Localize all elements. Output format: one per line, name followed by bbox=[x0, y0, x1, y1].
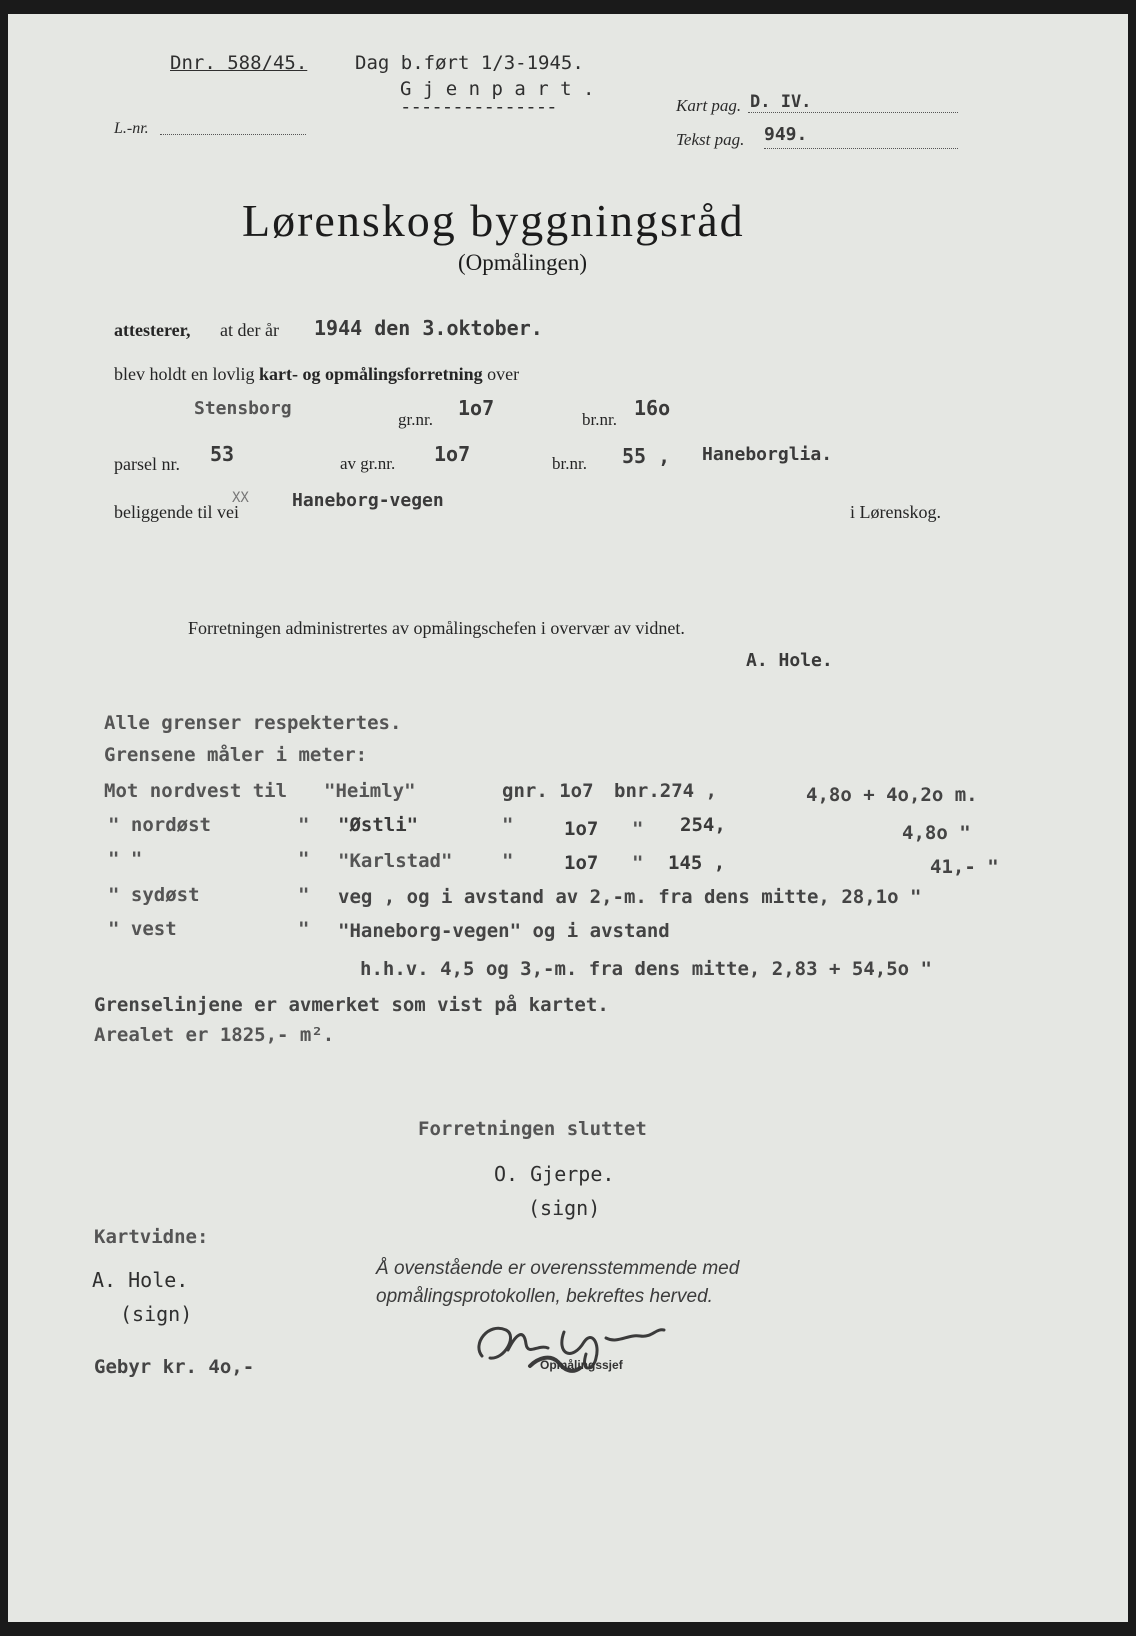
document-page bbox=[8, 14, 1128, 1622]
blev-holdt-text-2: over bbox=[487, 364, 520, 384]
brnr-value: 16o bbox=[634, 396, 671, 420]
boundary-row-4-text: veg , og i avstand av 2,-m. fra dens mitte, 28,1o " bbox=[338, 886, 922, 908]
boundary-row-1-bnr: bnr.274 , bbox=[614, 780, 717, 802]
boundary-row-2-measure: 4,8o " bbox=[902, 822, 971, 844]
closing-sign: (sign) bbox=[528, 1196, 601, 1220]
gebyr: Gebyr kr. 4o,- bbox=[94, 1356, 255, 1378]
boundary-row-3-name: "Karlstad" bbox=[338, 850, 453, 872]
boundaries-closing-1: Grenselinjene er avmerket som vist på kartet. bbox=[94, 994, 609, 1016]
kart-pag-label: Kart pag. bbox=[676, 96, 742, 115]
municipality: i Lørenskog. bbox=[850, 502, 941, 522]
grnr-value: 1o7 bbox=[458, 396, 495, 420]
boundary-row-2-til: " bbox=[298, 814, 310, 836]
stamp-line-1: Å ovenstående er overensstemmende med bbox=[376, 1258, 740, 1279]
kartvidne-label: Kartvidne: bbox=[94, 1226, 209, 1248]
blev-holdt-bold: kart- og opmålingsforretning bbox=[258, 364, 483, 384]
blev-holdt-text-1: blev holdt en lovlig bbox=[114, 364, 255, 384]
kart-pag-line bbox=[748, 112, 958, 113]
boundary-row-3-gnr2: 1o7 bbox=[564, 852, 599, 874]
kartvidne-name: A. Hole. bbox=[92, 1268, 189, 1292]
blev-holdt-label bbox=[114, 364, 519, 385]
dnr: Dnr. 588/45. bbox=[170, 52, 308, 74]
stamp-role: Opmålingssjef bbox=[540, 1358, 623, 1372]
boundary-row-2-dir: " nordøst bbox=[108, 814, 211, 836]
boundaries-intro-2: Grensene måler i meter: bbox=[104, 744, 368, 766]
parsel-label: parsel nr. bbox=[114, 454, 180, 474]
page-subtitle: (Opmålingen) bbox=[458, 250, 588, 275]
attesterer-label: attesterer, bbox=[114, 320, 191, 340]
boundaries-closing-2: Arealet er 1825,- m². bbox=[94, 1024, 335, 1046]
at-der-ar-label: at der år bbox=[220, 320, 279, 340]
boundary-row-2-gnr2: 1o7 bbox=[564, 818, 599, 840]
administration-witness: A. Hole. bbox=[746, 650, 833, 671]
boundary-row-1-dir: Mot nordvest til bbox=[104, 780, 288, 802]
tekst-pag-line bbox=[764, 148, 958, 149]
tekst-pag-value: 949. bbox=[764, 124, 808, 145]
stamp-line-2: opmålingsprotokollen, bekreftes herved. bbox=[376, 1286, 713, 1307]
boundary-row-3-dir: " " bbox=[108, 848, 143, 870]
closing-sluttet: Forretningen sluttet bbox=[418, 1118, 647, 1140]
boundary-row-3-gnr: " bbox=[502, 850, 514, 872]
boundary-row-3-bnr: 145 , bbox=[668, 852, 726, 874]
boundary-row-4-dir: " sydøst bbox=[108, 884, 200, 906]
lnr-line bbox=[160, 134, 306, 135]
boundary-row-3-bnr-q: " bbox=[632, 852, 644, 874]
brnr2-label: br.nr. bbox=[552, 454, 587, 473]
boundary-row-5-dir: " vest bbox=[108, 918, 177, 940]
road-value: Haneborg-vegen bbox=[292, 490, 444, 511]
boundary-row-5-til: " bbox=[298, 918, 310, 940]
brnr2-name: Haneborglia. bbox=[702, 444, 833, 465]
boundary-row-3-measure: 41,- " bbox=[930, 856, 999, 878]
date-value: 1944 den 3.oktober. bbox=[314, 316, 543, 340]
brnr2-value: 55 , bbox=[622, 444, 671, 468]
boundary-continuation: h.h.v. 4,5 og 3,-m. fra dens mitte, 2,83 + 54,5o " bbox=[360, 958, 932, 980]
boundary-row-1-measure: 4,8o + 4o,2o m. bbox=[806, 784, 978, 806]
kart-pag-value: D. IV. bbox=[750, 92, 812, 112]
boundary-row-4-til: " bbox=[298, 884, 310, 906]
administration-text: Forretningen administrertes av opmålingschefen i overvær av vidnet. bbox=[188, 618, 685, 638]
tekst-pag-label: Tekst pag. bbox=[676, 130, 745, 149]
closing-signer: O. Gjerpe. bbox=[494, 1162, 615, 1186]
boundary-row-2-gnr: " bbox=[502, 814, 514, 836]
beliggende-overtype: XX bbox=[232, 490, 249, 506]
av-grnr-label: av gr.nr. bbox=[340, 454, 396, 473]
gjenpart-rule: --------------- bbox=[400, 96, 557, 118]
brnr-label: br.nr. bbox=[582, 410, 617, 429]
boundary-row-2-bnr-q: " bbox=[632, 818, 644, 840]
parsel-value: 53 bbox=[210, 442, 235, 466]
boundary-row-2-name: "Østli" bbox=[338, 814, 419, 836]
gjenpart: G j e n p a r t . bbox=[400, 78, 595, 100]
boundary-row-2-bnr: 254, bbox=[680, 814, 726, 836]
lnr-label: L.-nr. bbox=[114, 120, 149, 137]
av-grnr-value: 1o7 bbox=[434, 442, 471, 466]
beliggende-label: beliggende til vei bbox=[114, 502, 239, 522]
boundaries-intro-1: Alle grenser respektertes. bbox=[104, 712, 402, 734]
boundary-row-5-text: "Haneborg-vegen" og i avstand bbox=[338, 920, 670, 942]
stamp-signature bbox=[468, 1314, 668, 1384]
boundary-row-1-gnr: gnr. 1o7 bbox=[502, 780, 594, 802]
kartvidne-sign: (sign) bbox=[120, 1302, 193, 1326]
page-title: Lørenskog byggningsråd bbox=[242, 195, 745, 246]
boundary-row-1-name: "Heimly" bbox=[324, 780, 416, 802]
dagbok-date: Dag b.ført 1/3-1945. bbox=[355, 52, 584, 74]
property-name: Stensborg bbox=[194, 398, 292, 419]
grnr-label: gr.nr. bbox=[398, 410, 433, 429]
boundary-row-3-til: " bbox=[298, 848, 310, 870]
